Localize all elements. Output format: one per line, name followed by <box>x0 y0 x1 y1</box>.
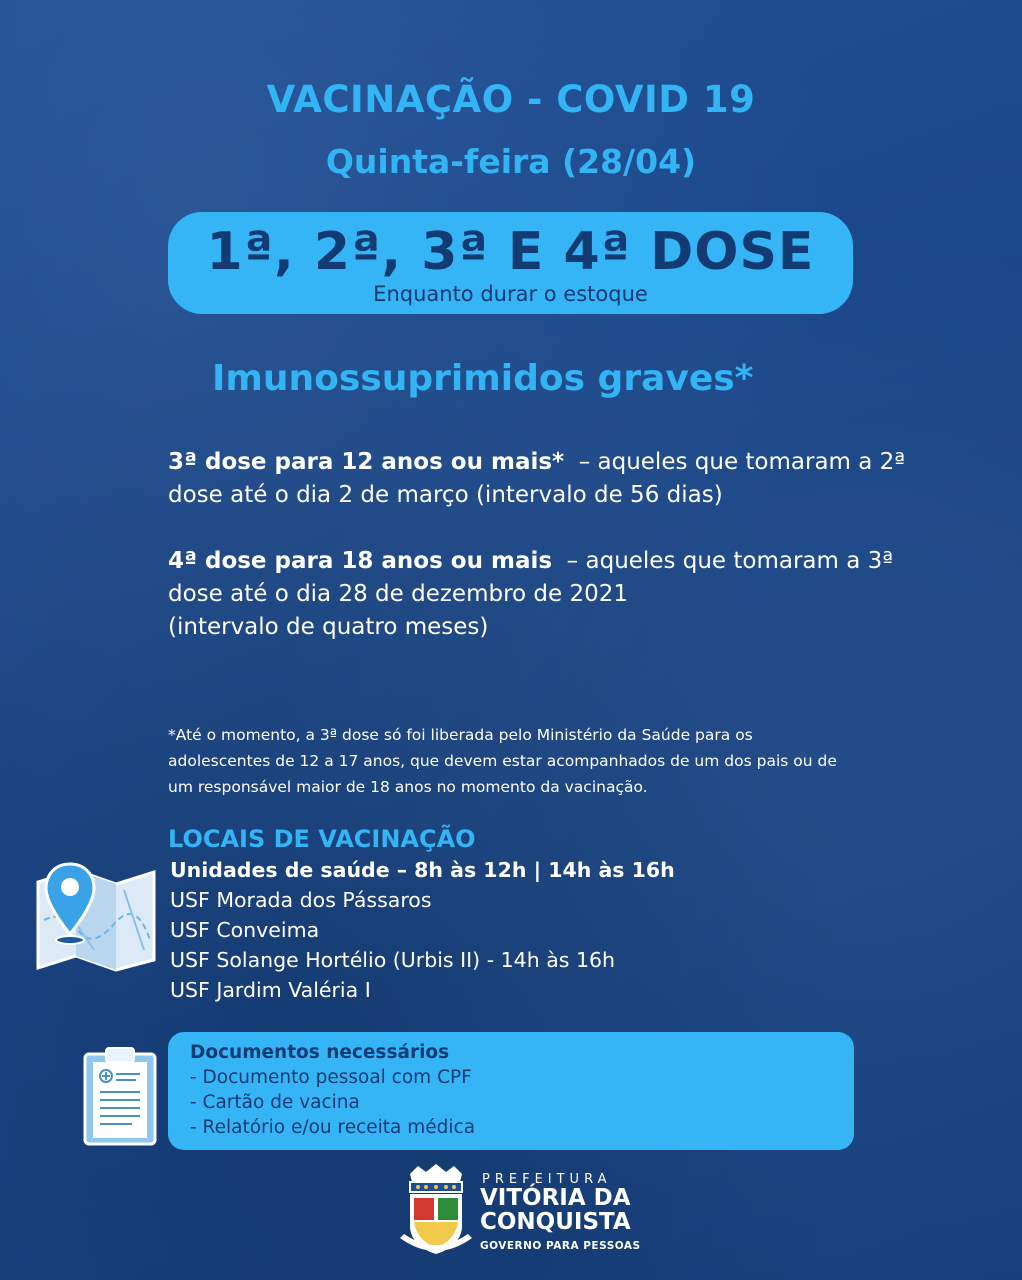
coat-of-arms-icon <box>398 1164 474 1260</box>
dose3-paragraph <box>168 446 905 512</box>
dose-banner-sub: Enquanto durar o estoque <box>373 282 648 306</box>
logo-city-line1: VITÓRIA DA <box>480 1185 631 1211</box>
locais-item: USF Solange Hortélio (Urbis II) - 14h às 16h <box>170 948 616 972</box>
page-date: Quinta-feira (28/04) <box>325 142 697 181</box>
footnote-line1: *Até o momento, a 3ª dose só foi liberada pelo Ministério da Saúde para os <box>168 726 753 744</box>
dose4-rest: – aqueles que tomaram a 3ª <box>552 548 894 574</box>
documents-box <box>168 1032 854 1150</box>
dose3-rest: – aqueles que tomaram a 2ª <box>564 449 906 475</box>
dose3-bold: 3ª dose para 12 anos ou mais* <box>168 449 565 475</box>
dose3-line2: dose até o dia 2 de março (intervalo de 56 dias) <box>168 482 723 508</box>
footnote <box>168 722 837 800</box>
dose4-bold: 4ª dose para 18 anos ou mais <box>168 548 553 574</box>
map-pin-icon <box>34 860 158 972</box>
dose-banner <box>168 212 853 314</box>
documents-item: - Cartão de vacina <box>190 1092 360 1113</box>
logo-prefeitura: PREFEITURA <box>482 1172 612 1187</box>
locais-item: USF Conveima <box>170 918 320 942</box>
dose4-paragraph <box>168 545 893 644</box>
logo-city-name <box>480 1186 631 1234</box>
locais-schedule: Unidades de saúde – 8h às 12h | 14h às 16h <box>170 858 675 882</box>
documents-title: Documentos necessários <box>190 1042 450 1063</box>
documents-item: - Relatório e/ou receita médica <box>190 1117 476 1138</box>
footnote-line3: um responsável maior de 18 anos no momento da vacinação. <box>168 778 648 796</box>
group-heading: Imunossuprimidos graves* <box>212 358 754 399</box>
dose-banner-main: 1ª, 2ª, 3ª E 4ª DOSE <box>206 222 815 282</box>
locais-title: LOCAIS DE VACINAÇÃO <box>168 825 476 853</box>
logo-slogan: GOVERNO PARA PESSOAS <box>480 1240 641 1252</box>
footnote-line2: adolescentes de 12 a 17 anos, que devem estar acompanhados de um dos pais ou de <box>168 752 837 770</box>
logo-city-line2: CONQUISTA <box>480 1209 631 1235</box>
dose4-line3: (intervalo de quatro meses) <box>168 614 489 640</box>
locais-item: USF Morada dos Pássaros <box>170 888 432 912</box>
dose4-line2: dose até o dia 28 de dezembro de 2021 <box>168 581 629 607</box>
locais-item: USF Jardim Valéria I <box>170 978 371 1002</box>
page-title: VACINAÇÃO - COVID 19 <box>266 78 756 121</box>
documents-item: - Documento pessoal com CPF <box>190 1067 472 1088</box>
clipboard-icon <box>82 1044 158 1148</box>
